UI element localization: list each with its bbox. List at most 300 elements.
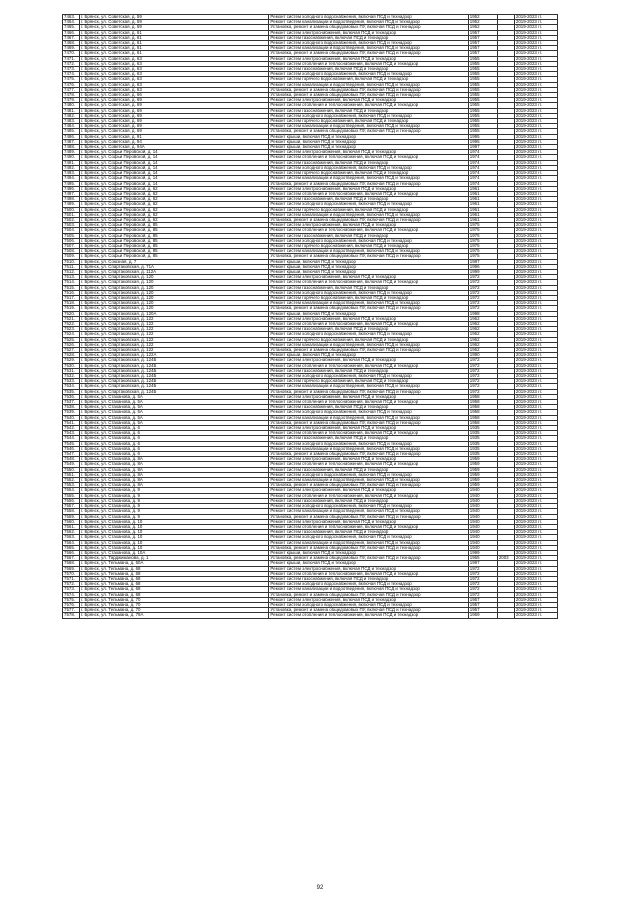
work-type-cell: Установка, ремонт и замена общедомовых ПУ, включая ПСД и технадзор <box>269 514 468 519</box>
work-type-cell: Ремонт систем газоснабжения, включая ПСД и технадзор <box>269 498 468 503</box>
address-cell: г. Брянск, ул. Софьи Перовской, д. 62 <box>80 212 269 217</box>
row-number: 7557. <box>63 504 80 509</box>
work-type-cell: Ремонт систем холодного водоснабжения, включая ПСД и технадзор <box>269 72 468 77</box>
row-number: 7569. <box>63 566 80 571</box>
year-cell: 1935 <box>468 436 497 441</box>
row-number: 7527. <box>63 348 80 353</box>
address-cell: г. Брянск, ул. Стаханова, д. 9 <box>80 514 269 519</box>
period-cell: 2019-2023 гг. <box>514 285 557 290</box>
address-cell: г. Брянск, ул. Софьи Перовской, д. 85 <box>80 223 269 228</box>
period-cell: 2019-2023 гг. <box>514 160 557 165</box>
work-type-cell: Ремонт систем холодного водоснабжения, включая ПСД и технадзор <box>269 374 468 379</box>
work-type-cell: Ремонт систем канализации и водоотведения, включая ПСД и технадзор <box>269 509 468 514</box>
address-cell: г. Брянск, ул. Советская, д. 69 <box>80 119 269 124</box>
work-type-cell: Установка, ремонт и замена общедомовых ПУ, включая ПСД и технадзор <box>269 608 468 613</box>
row-number: 7498. <box>63 197 80 202</box>
work-type-cell: Ремонт систем холодного водоснабжения, включая ПСД и технадзор <box>269 472 468 477</box>
year-cell: 1969 <box>468 613 497 618</box>
work-type-cell: Ремонт систем холодного водоснабжения, включая ПСД и технадзор <box>269 602 468 607</box>
row-number: 7568. <box>63 561 80 566</box>
row-number: 7478. <box>63 93 80 98</box>
address-cell: г. Брянск, ул. Советская, д. 91 <box>80 134 269 139</box>
work-type-cell: Ремонт систем газоснабжения, включая ПСД и технадзор <box>269 67 468 72</box>
year-cell: 1957 <box>468 602 497 607</box>
year-cell: 1957 <box>468 41 497 46</box>
row-number: 7535. <box>63 389 80 394</box>
year-cell: 1972 <box>468 290 497 295</box>
address-cell: г. Брянск, ул. Советская, д. 66 <box>80 93 269 98</box>
work-type-cell: Ремонт систем газоснабжения, включая ПСД и технадзор <box>269 233 468 238</box>
row-number: 7555. <box>63 493 80 498</box>
period-cell: 2019-2023 гг. <box>514 77 557 82</box>
address-cell: г. Брянск, ул. Спартаковская, д. 122 <box>80 327 269 332</box>
row-number: 7554. <box>63 488 80 493</box>
work-type-cell: Ремонт систем газоснабжения, включая ПСД и технадзор <box>269 108 468 113</box>
row-number: 7575. <box>63 597 80 602</box>
period-cell: 2019-2023 гг. <box>514 348 557 353</box>
address-cell: г. Брянск, ул. Стаханова, д. 9 <box>80 488 269 493</box>
address-cell: г. Брянск, ул. Советская, д. 94А <box>80 145 269 150</box>
year-cell: 1975 <box>468 233 497 238</box>
row-number: 7572. <box>63 582 80 587</box>
year-cell: 1952 <box>468 25 497 30</box>
year-cell: 1957 <box>468 608 497 613</box>
period-cell: 2019-2023 гг. <box>514 524 557 529</box>
row-number: 7490. <box>63 155 80 160</box>
year-cell: 1959 <box>468 472 497 477</box>
year-cell: 1940 <box>468 488 497 493</box>
period-cell: 2019-2023 гг. <box>514 306 557 311</box>
year-cell: 1972 <box>468 285 497 290</box>
address-cell: г. Брянск, ул. Тельмана, д. 68 <box>80 592 269 597</box>
address-cell: г. Брянск, ул. Стаханова, д. 5А <box>80 400 269 405</box>
work-type-cell: Ремонт крыши, включая ПСД и технадзор <box>269 134 468 139</box>
period-cell: 2019-2023 гг. <box>514 228 557 233</box>
period-cell: 2019-2023 гг. <box>514 82 557 87</box>
period-cell: 2019-2023 гг. <box>514 243 557 248</box>
period-cell: 2019-2023 гг. <box>514 415 557 420</box>
address-cell: г. Брянск, ул. Стаханова, д. 5А <box>80 405 269 410</box>
work-type-cell: Ремонт крыши, включая ПСД и технадзор <box>269 550 468 555</box>
period-cell: 2019-2023 гг. <box>514 316 557 321</box>
work-type-cell: Ремонт систем газоснабжения, включая ПСД и технадзор <box>269 436 468 441</box>
work-type-cell: Ремонт крыши, включая ПСД и технадзор <box>269 145 468 150</box>
period-cell: 2019-2023 гг. <box>514 280 557 285</box>
address-cell: г. Брянск, ул. Софьи Перовской, д. 85 <box>80 233 269 238</box>
period-cell: 2019-2023 гг. <box>514 571 557 576</box>
address-cell: г. Брянск, ул. Советская, д. 63 <box>80 77 269 82</box>
period-cell: 2019-2023 гг. <box>514 478 557 483</box>
period-cell: 2019-2023 гг. <box>514 249 557 254</box>
address-cell: г. Брянск, ул. Стаханова, д. 5А <box>80 394 269 399</box>
address-cell: г. Брянск, ул. Софьи Перовской, д. 62 <box>80 186 269 191</box>
row-number: 7474. <box>63 72 80 77</box>
extra-year-cell: 2003 <box>497 556 514 561</box>
year-cell: 1940 <box>468 519 497 524</box>
period-cell: 2019-2023 гг. <box>514 197 557 202</box>
year-cell: 1972 <box>468 358 497 363</box>
row-number: 7494. <box>63 176 80 181</box>
row-number: 7469. <box>63 46 80 51</box>
work-type-cell: Установка, ремонт и замена общедомовых ПУ, включая ПСД и технадзор <box>269 348 468 353</box>
row-number: 7464. <box>63 20 80 25</box>
work-type-cell: Ремонт систем горячего водоснабжения, включая ПСД и технадзор <box>269 295 468 300</box>
address-cell: г. Брянск, ул. Спартаковская, д. 120 <box>80 275 269 280</box>
year-cell: 1987 <box>468 259 497 264</box>
address-cell: г. Брянск, ул. Советская, д. 61 <box>80 41 269 46</box>
year-cell: 1972 <box>468 592 497 597</box>
row-number: 7506. <box>63 238 80 243</box>
work-type-cell: Ремонт систем горячего водоснабжения, включая ПСД и технадзор <box>269 243 468 248</box>
period-cell: 2019-2023 гг. <box>514 67 557 72</box>
period-cell: 2019-2023 гг. <box>514 483 557 488</box>
work-type-cell: Ремонт систем отопления и теплоснабжения, включая ПСД и технадзор <box>269 280 468 285</box>
row-number: 7566. <box>63 550 80 555</box>
address-cell: г. Брянск, ул. Тарджиманова, д. 1 <box>80 556 269 561</box>
work-type-cell: Ремонт систем горячего водоснабжения, включая ПСД и технадзор <box>269 337 468 342</box>
work-type-cell: Ремонт систем электроснабжения, включая ПСД и технадзор <box>269 316 468 321</box>
period-cell: 2019-2023 гг. <box>514 394 557 399</box>
year-cell: 1961 <box>468 217 497 222</box>
row-number: 7465. <box>63 25 80 30</box>
address-cell: г. Брянск, ул. Софьи Перовской, д. 14 <box>80 171 269 176</box>
period-cell: 2019-2023 гг. <box>514 582 557 587</box>
work-type-cell: Ремонт систем газоснабжения, включая ПСД и технадзор <box>269 405 468 410</box>
period-cell: 2019-2023 гг. <box>514 426 557 431</box>
address-cell: г. Брянск, ул. Советская, д. 59 <box>80 20 269 25</box>
row-number: 7517. <box>63 295 80 300</box>
row-number: 7472. <box>63 61 80 66</box>
row-number: 7497. <box>63 191 80 196</box>
work-type-cell: Установка, ремонт и замена общедомовых ПУ, включая ПСД и технадзор <box>269 420 468 425</box>
period-cell: 2019-2023 гг. <box>514 72 557 77</box>
work-type-cell: Установка, ремонт и замена общедомовых ПУ, включая ПСД и технадзор <box>269 389 468 394</box>
period-cell: 2019-2023 гг. <box>514 592 557 597</box>
row-number: 7553. <box>63 483 80 488</box>
work-type-cell: Ремонт систем электроснабжения, включая ПСД и технадзор <box>269 426 468 431</box>
row-number: 7513. <box>63 275 80 280</box>
year-cell: 1955 <box>468 67 497 72</box>
row-number: 7509. <box>63 254 80 259</box>
period-cell: 2019-2023 гг. <box>514 550 557 555</box>
period-cell: 2019-2023 гг. <box>514 597 557 602</box>
address-cell: г. Брянск, ул. Стаханова, д. 10А <box>80 550 269 555</box>
year-cell: 1958 <box>468 415 497 420</box>
work-type-cell: Ремонт систем канализации и водоотведения, включая ПСД и технадзор <box>269 587 468 592</box>
address-cell: г. Брянск, ул. Стаханова, д. 8А <box>80 467 269 472</box>
address-cell: г. Брянск, ул. Спартаковская, д. 122 <box>80 342 269 347</box>
address-cell: г. Брянск, ул. Софьи Перовской, д. 14 <box>80 160 269 165</box>
address-cell: г. Брянск, ул. Спартаковская, д. 112А <box>80 269 269 274</box>
row-number: 7577. <box>63 608 80 613</box>
address-cell: г. Брянск, ул. Спартаковская, д. 120 <box>80 301 269 306</box>
row-number: 7530. <box>63 363 80 368</box>
work-type-cell: Ремонт систем газоснабжения, включая ПСД и технадзор <box>269 576 468 581</box>
address-cell: г. Брянск, ул. Тельмана, д. 68 <box>80 582 269 587</box>
works-register-table <box>62 14 558 619</box>
work-type-cell: Ремонт систем горячего водоснабжения, включая ПСД и технадзор <box>269 77 468 82</box>
work-type-cell: Ремонт систем канализации и водоотведения, включая ПСД и технадзор <box>269 249 468 254</box>
row-number: 7519. <box>63 306 80 311</box>
row-number: 7520. <box>63 311 80 316</box>
row-number: 7544. <box>63 436 80 441</box>
year-cell: 1958 <box>468 394 497 399</box>
period-cell: 2019-2023 гг. <box>514 488 557 493</box>
row-number: 7491. <box>63 160 80 165</box>
year-cell: 1975 <box>468 243 497 248</box>
row-number: 7476. <box>63 82 80 87</box>
work-type-cell: Ремонт систем электроснабжения, включая ПСД и технадзор <box>269 519 468 524</box>
work-type-cell: Ремонт систем канализации и водоотведения, включая ПСД и технадзор <box>269 46 468 51</box>
period-cell: 2019-2023 гг. <box>514 61 557 66</box>
work-type-cell: Установка, ремонт и замена общедомовых ПУ, включая ПСД и технадзор <box>269 483 468 488</box>
address-cell: г. Брянск, ул. Советская, д. 69 <box>80 113 269 118</box>
row-number: 7567. <box>63 556 80 561</box>
year-cell: 1972 <box>468 280 497 285</box>
year-cell: 1962 <box>468 348 497 353</box>
work-type-cell: Ремонт систем горячего водоснабжения, включая ПСД и технадзор <box>269 207 468 212</box>
year-cell: 1962 <box>468 332 497 337</box>
work-type-cell: Ремонт систем холодного водоснабжения, включая ПСД и технадзор <box>269 202 468 207</box>
year-cell: 1955 <box>468 124 497 129</box>
address-cell: г. Брянск, ул. Союзная, д. 7 <box>80 259 269 264</box>
work-type-cell: Ремонт систем газоснабжения, включая ПСД и технадзор <box>269 160 468 165</box>
year-cell: 1958 <box>468 405 497 410</box>
year-cell: 1957 <box>468 35 497 40</box>
work-type-cell: Ремонт систем газоснабжения, включая ПСД и технадзор <box>269 285 468 290</box>
period-cell: 2019-2023 гг. <box>514 452 557 457</box>
row-number: 7548. <box>63 457 80 462</box>
row-number: 7565. <box>63 545 80 550</box>
year-cell: 1998 <box>468 311 497 316</box>
work-type-cell: Ремонт систем газоснабжения, включая ПСД и технадзор <box>269 530 468 535</box>
row-number: 7539. <box>63 410 80 415</box>
work-type-cell: Установка, ремонт и замена общедомовых ПУ, включая ПСД и технадзор <box>269 556 468 561</box>
year-cell: 1972 <box>468 587 497 592</box>
year-cell: 1955 <box>468 108 497 113</box>
work-type-cell: Установка, ремонт и замена общедомовых ПУ, включая ПСД и технадзор <box>269 545 468 550</box>
register-table-sheet <box>62 14 558 619</box>
year-cell: 1972 <box>468 374 497 379</box>
address-cell: г. Брянск, ул. Софьи Перовской, д. 62 <box>80 197 269 202</box>
work-type-cell: Ремонт систем холодного водоснабжения, включая ПСД и технадзор <box>269 332 468 337</box>
work-type-cell: Ремонт крыши, включая ПСД и технадзор <box>269 269 468 274</box>
year-cell: 1999 <box>468 550 497 555</box>
address-cell: г. Брянск, ул. Советская, д. 59 <box>80 25 269 30</box>
address-cell: г. Брянск, ул. Спартаковская, д. 122 <box>80 348 269 353</box>
address-cell: г. Брянск, ул. Тельмана, д. 68 <box>80 571 269 576</box>
row-number: 7524. <box>63 332 80 337</box>
period-cell: 2019-2023 гг. <box>514 353 557 358</box>
year-cell: 1972 <box>468 582 497 587</box>
address-cell: г. Брянск, ул. Советская, д. 63 <box>80 67 269 72</box>
period-cell: 2019-2023 гг. <box>514 576 557 581</box>
year-cell: 1995 <box>468 134 497 139</box>
address-cell: г. Брянск, ул. Спартаковская, д. 122А <box>80 353 269 358</box>
year-cell: 1972 <box>468 363 497 368</box>
work-type-cell: Установка, ремонт и замена общедомовых ПУ, включая ПСД и технадзор <box>269 25 468 30</box>
work-type-cell: Ремонт систем холодного водоснабжения, включая ПСД и технадзор <box>269 582 468 587</box>
period-cell: 2019-2023 гг. <box>514 613 557 618</box>
address-cell: г. Брянск, ул. Стаханова, д. 9 <box>80 498 269 503</box>
address-cell: г. Брянск, ул. Стаханова, д. 8А <box>80 457 269 462</box>
address-cell: г. Брянск, ул. Спартаковская, д. 120 <box>80 285 269 290</box>
address-cell: г. Брянск, ул. Советская, д. 69 <box>80 129 269 134</box>
period-cell: 2019-2023 гг. <box>514 165 557 170</box>
year-cell: 1962 <box>468 321 497 326</box>
work-type-cell: Ремонт систем канализации и водоотведения, включая ПСД и технадзор <box>269 301 468 306</box>
period-cell: 2019-2023 гг. <box>514 56 557 61</box>
work-type-cell: Ремонт систем отопления и теплоснабжения, включая ПСД и технадзор <box>269 363 468 368</box>
period-cell: 2019-2023 гг. <box>514 379 557 384</box>
address-cell: г. Брянск, ул. Стаханова, д. 10 <box>80 540 269 545</box>
period-cell: 2019-2023 гг. <box>514 457 557 462</box>
row-number: 7482. <box>63 113 80 118</box>
row-number: 7496. <box>63 186 80 191</box>
year-cell: 1955 <box>468 113 497 118</box>
work-type-cell: Ремонт систем электроснабжения, включая ПСД и технадзор <box>269 56 468 61</box>
work-type-cell: Ремонт систем холодного водоснабжения, включая ПСД и технадзор <box>269 410 468 415</box>
address-cell: г. Брянск, ул. Тельмана, д. 68 <box>80 576 269 581</box>
year-cell: 1955 <box>468 98 497 103</box>
address-cell: г. Брянск, ул. Спартаковская, д. 122 <box>80 321 269 326</box>
period-cell: 2019-2023 гг. <box>514 545 557 550</box>
table-row <box>63 613 558 618</box>
year-cell: 1940 <box>468 493 497 498</box>
address-cell: г. Брянск, ул. Софьи Перовской, д. 14 <box>80 176 269 181</box>
address-cell: г. Брянск, ул. Стаханова, д. 10 <box>80 524 269 529</box>
row-number: 7538. <box>63 405 80 410</box>
work-type-cell: Ремонт систем газоснабжения, включая ПСД и технадзор <box>269 467 468 472</box>
period-cell: 2019-2023 гг. <box>514 311 557 316</box>
work-type-cell: Установка, ремонт и замена общедомовых ПУ, включая ПСД и технадзор <box>269 129 468 134</box>
year-cell: 1972 <box>468 389 497 394</box>
address-cell: г. Брянск, ул. Стаханова, д. 6 <box>80 441 269 446</box>
year-cell: 1952 <box>468 15 497 20</box>
year-cell: 1974 <box>468 155 497 160</box>
row-number: 7529. <box>63 358 80 363</box>
period-cell: 2019-2023 гг. <box>514 51 557 56</box>
row-number: 7525. <box>63 337 80 342</box>
row-number: 7534. <box>63 384 80 389</box>
year-cell: 1975 <box>468 238 497 243</box>
period-cell: 2019-2023 гг. <box>514 587 557 592</box>
row-number: 7564. <box>63 540 80 545</box>
work-type-cell: Ремонт крыши, включая ПСД и технадзор <box>269 259 468 264</box>
work-type-cell: Ремонт систем холодного водоснабжения, включая ПСД и технадзор <box>269 441 468 446</box>
work-type-cell: Ремонт систем холодного водоснабжения, включая ПСД и технадзор <box>269 41 468 46</box>
address-cell: г. Брянск, ул. Советская, д. 63 <box>80 82 269 87</box>
address-cell: г. Брянск, ул. Спартаковская, д. 122 <box>80 337 269 342</box>
address-cell: г. Брянск, ул. Советская, д. 63 <box>80 56 269 61</box>
year-cell: 1959 <box>468 478 497 483</box>
address-cell: г. Брянск, ул. Спартаковская, д. 124Б <box>80 379 269 384</box>
address-cell: г. Брянск, ул. Стаханова, д. 6 <box>80 446 269 451</box>
work-type-cell: Ремонт систем холодного водоснабжения, включая ПСД и технадзор <box>269 535 468 540</box>
work-type-cell: Ремонт систем канализации и водоотведения, включая ПСД и технадзор <box>269 82 468 87</box>
period-cell: 2019-2023 гг. <box>514 238 557 243</box>
work-type-cell: Ремонт систем холодного водоснабжения, включая ПСД и технадзор <box>269 113 468 118</box>
work-type-cell: Ремонт систем электроснабжения, включая ПСД и технадзор <box>269 358 468 363</box>
work-type-cell: Ремонт систем горячего водоснабжения, включая ПСД и технадзор <box>269 119 468 124</box>
extra-year-cell <box>497 613 514 618</box>
work-type-cell: Ремонт систем электроснабжения, включая ПСД и технадзор <box>269 457 468 462</box>
work-type-cell: Ремонт систем отопления и теплоснабжения, включая ПСД и технадзор <box>269 61 468 66</box>
work-type-cell: Ремонт систем канализации и водоотведения, включая ПСД и технадзор <box>269 176 468 181</box>
row-number: 7507. <box>63 243 80 248</box>
work-type-cell: Ремонт систем горячего водоснабжения, включая ПСД и технадзор <box>269 171 468 176</box>
period-cell: 2019-2023 гг. <box>514 191 557 196</box>
address-cell: г. Брянск, ул. Советская, д. 61 <box>80 35 269 40</box>
address-cell: г. Брянск, ул. Софьи Перовской, д. 85 <box>80 249 269 254</box>
year-cell: 1958 <box>468 400 497 405</box>
period-cell: 2019-2023 гг. <box>514 119 557 124</box>
period-cell: 2019-2023 гг. <box>514 540 557 545</box>
row-number: 7467. <box>63 35 80 40</box>
year-cell: 1935 <box>468 426 497 431</box>
work-type-cell: Ремонт крыши, включая ПСД и технадзор <box>269 353 468 358</box>
work-type-cell: Ремонт систем канализации и водоотведения, включая ПСД и технадзор <box>269 124 468 129</box>
row-number: 7471. <box>63 56 80 61</box>
address-cell: г. Брянск, ул. Спартаковская, д. 124Б <box>80 374 269 379</box>
year-cell: 1955 <box>468 61 497 66</box>
address-cell: г. Брянск, ул. Советская, д. 61 <box>80 46 269 51</box>
row-number: 7480. <box>63 103 80 108</box>
year-cell: 1972 <box>468 295 497 300</box>
work-type-cell: Ремонт систем отопления и теплоснабжения, включая ПСД и технадзор <box>269 321 468 326</box>
year-cell: 1940 <box>468 498 497 503</box>
period-cell: 2019-2023 гг. <box>514 275 557 280</box>
row-number: 7512. <box>63 269 80 274</box>
period-cell: 2019-2023 гг. <box>514 498 557 503</box>
period-cell: 2019-2023 гг. <box>514 566 557 571</box>
address-cell: г. Брянск, ул. Стаханова, д. 8А <box>80 483 269 488</box>
period-cell: 2019-2023 гг. <box>514 103 557 108</box>
row-number: 7503. <box>63 223 80 228</box>
address-cell: г. Брянск, ул. Советская, д. 61 <box>80 30 269 35</box>
address-cell: г. Брянск, ул. Софьи Перовской, д. 62 <box>80 202 269 207</box>
address-cell: г. Брянск, ул. Спартаковская, д. 124Б <box>80 389 269 394</box>
year-cell: 1959 <box>468 467 497 472</box>
period-cell: 2019-2023 гг. <box>514 41 557 46</box>
row-number: 7533. <box>63 379 80 384</box>
row-number: 7537. <box>63 400 80 405</box>
work-type-cell: Ремонт систем газоснабжения, включая ПСД и технадзор <box>269 327 468 332</box>
row-number: 7488. <box>63 145 80 150</box>
year-cell: 1940 <box>468 530 497 535</box>
year-cell: 1961 <box>468 197 497 202</box>
address-cell: г. Брянск, ул. Тельмана, д. 68 <box>80 566 269 571</box>
year-cell: 1959 <box>468 483 497 488</box>
work-type-cell: Ремонт систем электроснабжения, включая ПСД и технадзор <box>269 186 468 191</box>
work-type-cell: Ремонт систем электроснабжения, включая ПСД и технадзор <box>269 566 468 571</box>
year-cell: 1962 <box>468 316 497 321</box>
address-cell: г. Брянск, ул. Спартаковская, д. 124Б <box>80 368 269 373</box>
address-cell: г. Брянск, ул. Стаханова, д. 6 <box>80 426 269 431</box>
year-cell: 1974 <box>468 150 497 155</box>
row-number: 7485. <box>63 129 80 134</box>
period-cell: 2019-2023 гг. <box>514 389 557 394</box>
period-cell: 2019-2023 гг. <box>514 254 557 259</box>
row-number: 7522. <box>63 321 80 326</box>
year-cell: 1955 <box>468 103 497 108</box>
year-cell: 1961 <box>468 207 497 212</box>
address-cell: г. Брянск, ул. Спартаковская, д. 71А <box>80 264 269 269</box>
year-cell: 1975 <box>468 249 497 254</box>
work-type-cell: Ремонт систем электроснабжения, включая ПСД и технадзор <box>269 394 468 399</box>
row-number: 7523. <box>63 327 80 332</box>
row-number: 7578. <box>63 613 80 618</box>
